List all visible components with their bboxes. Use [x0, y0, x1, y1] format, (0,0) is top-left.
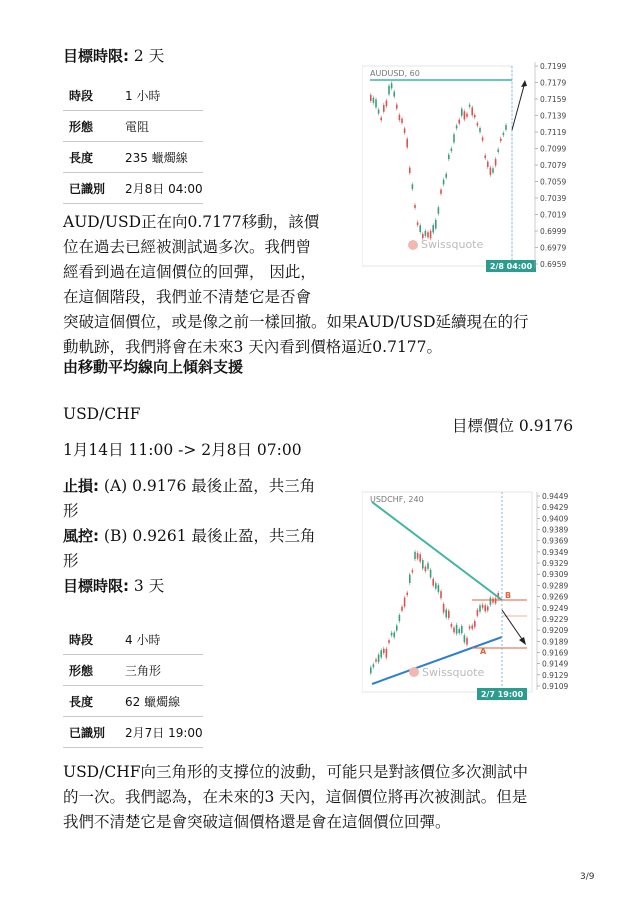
- row-key: 已識別: [63, 173, 119, 204]
- table-row: [63, 142, 203, 173]
- chart1-axis: [535, 62, 566, 269]
- axis-tick-label: 0.7079: [540, 161, 567, 170]
- candle-body: [380, 650, 382, 657]
- candle-body: [383, 649, 385, 653]
- timeframe-label: 目標時限:: [63, 577, 129, 595]
- row-key: 已識別: [63, 717, 119, 748]
- candle-body: [373, 98, 375, 103]
- candle-body: [495, 159, 497, 165]
- axis-tick-label: 0.9269: [542, 592, 569, 602]
- axis-tick-label: 0.9369: [542, 536, 569, 546]
- row-value: 4 小時: [119, 624, 203, 655]
- chart2-axis: [537, 492, 568, 691]
- candle-body: [474, 621, 476, 627]
- audusd-chart-svg: [362, 58, 572, 273]
- para-line: 動軌跡，我們將會在未來3 天內看到價格逼近0.7177。: [63, 338, 443, 356]
- candle-body: [406, 593, 408, 595]
- candle-body: [445, 610, 447, 618]
- usdchf-chart-svg: [362, 488, 572, 703]
- candle-body: [404, 598, 406, 607]
- row-value: 2月8日 04:00: [119, 173, 203, 204]
- row-value: 電阻: [119, 111, 203, 142]
- axis-tick-label: 0.7199: [540, 62, 567, 71]
- candle-body: [464, 635, 466, 642]
- candle-body: [422, 560, 424, 568]
- stop-block: [63, 474, 333, 599]
- label-a: A: [480, 647, 487, 656]
- candle-body: [440, 190, 442, 194]
- candle-body: [414, 205, 416, 208]
- axis-tick-label: 0.6999: [540, 227, 567, 236]
- candle-body: [396, 626, 398, 631]
- axis-tick-label: 0.7179: [540, 78, 567, 88]
- candle-body: [487, 606, 489, 610]
- candle-body: [453, 134, 455, 142]
- row-key: 形態: [63, 655, 119, 686]
- axis-tick-label: 0.9309: [542, 570, 569, 580]
- label-b: B: [505, 591, 512, 600]
- candle-body: [393, 632, 395, 637]
- axis-tick-label: 0.9109: [542, 682, 569, 691]
- row-value: 62 蠟燭線: [119, 686, 203, 717]
- timeframe-label: 目標時限:: [63, 47, 129, 65]
- candle-body: [492, 599, 494, 603]
- candle-body: [448, 611, 450, 618]
- candle-body: [417, 553, 419, 559]
- para-line: 突破這個價位，或是像之前一樣回撤。如果AUD/USD延續現在的行: [63, 313, 529, 331]
- table-row: [63, 717, 203, 748]
- page-number: 3/9: [580, 872, 595, 882]
- candle-body: [409, 168, 411, 173]
- para-line: 經看到過在這個價位的回彈， 因此，: [63, 263, 316, 281]
- candle-body: [419, 225, 421, 232]
- candle-body: [440, 591, 442, 598]
- chart2-title: USDCHF, 240: [370, 495, 424, 504]
- axis-tick-label: 0.9149: [542, 659, 569, 669]
- axis-tick-label: 0.9389: [542, 525, 569, 535]
- candle-body: [388, 86, 390, 95]
- stop-value: (A) 0.9176 最後止盈，共三角: [99, 477, 316, 495]
- candle-body: [458, 629, 460, 633]
- axis-tick-label: 0.7059: [540, 177, 567, 187]
- candle-body: [435, 220, 437, 228]
- candle-body: [474, 115, 476, 117]
- candle-body: [435, 583, 437, 588]
- swissquote-logo-icon: [408, 240, 418, 250]
- candle-body: [378, 655, 380, 663]
- candle-body: [419, 554, 421, 561]
- candle-body: [391, 633, 393, 636]
- candle-body: [482, 137, 484, 140]
- candle-body: [388, 640, 390, 643]
- candle-body: [386, 101, 388, 106]
- risk-value: (B) 0.9261 最後止盈，共三角: [99, 527, 316, 545]
- axis-tick-label: 0.9449: [542, 492, 569, 501]
- candle-body: [386, 649, 388, 658]
- candle-body: [479, 605, 481, 611]
- candle-body: [453, 627, 455, 632]
- candle-body: [471, 107, 473, 115]
- stop-value-cont: 形: [63, 502, 79, 520]
- target-price: 目標價位 0.9176: [452, 417, 574, 435]
- candle-body: [451, 148, 453, 151]
- table-row: [63, 111, 203, 142]
- table-row: [63, 655, 203, 686]
- swissquote-logo-icon: [409, 667, 419, 677]
- candle-body: [505, 125, 507, 130]
- audusd-chart: [362, 58, 572, 273]
- candle-body: [477, 123, 479, 125]
- candle-body: [406, 139, 408, 147]
- candle-body: [417, 222, 419, 225]
- candle-body: [399, 615, 401, 621]
- timeframe-value: 3 天: [129, 577, 165, 595]
- axis-tick-label: 0.9409: [542, 514, 569, 524]
- candle-body: [399, 115, 401, 120]
- candle-body: [438, 585, 440, 592]
- candle-body: [412, 570, 414, 572]
- axis-tick-label: 0.9169: [542, 648, 569, 658]
- axis-tick-label: 0.6959: [540, 260, 567, 269]
- risk-value-cont: 形: [63, 552, 79, 570]
- axis-tick-label: 0.9249: [542, 603, 569, 613]
- timeframe-value: 2 天: [129, 47, 165, 65]
- watermark: Swissquote: [422, 666, 485, 679]
- row-value: 1 小時: [119, 80, 203, 111]
- row-key: 形態: [63, 111, 119, 142]
- candle-body: [466, 114, 468, 117]
- candle-body: [409, 575, 411, 583]
- candle-body: [373, 664, 375, 667]
- axis-tick-label: 0.9329: [542, 559, 569, 569]
- candle-body: [370, 667, 372, 673]
- axis-tick-label: 0.9129: [542, 670, 569, 680]
- axis-tick-label: 0.6979: [540, 243, 567, 253]
- candle-body: [375, 659, 377, 661]
- candle-body: [401, 119, 403, 123]
- axis-tick-label: 0.9289: [542, 581, 569, 591]
- date-badge-text: 2/8 04:00: [489, 262, 533, 271]
- axis-tick-label: 0.7039: [540, 194, 567, 203]
- para-line: 在這個階段，我們並不清楚它是否會: [63, 288, 312, 306]
- table-row: [63, 173, 203, 204]
- row-key: 長度: [63, 686, 119, 717]
- axis-tick-label: 0.9229: [542, 614, 569, 624]
- date-range: 1月14日 11:00 -> 2月8日 07:00: [63, 441, 302, 459]
- row-value: 三角形: [119, 655, 203, 686]
- para-line: 的一次。我們認為，在未來的3 天內，這個價位將再次被測試。但是: [63, 788, 528, 806]
- candle-body: [495, 598, 497, 603]
- candle-body: [443, 604, 445, 613]
- row-key: 長度: [63, 142, 119, 173]
- row-key: 時段: [63, 624, 119, 655]
- candle-body: [466, 638, 468, 645]
- date-badge-text: 2/7 19:00: [480, 690, 524, 699]
- candle-body: [383, 105, 385, 112]
- candle-body: [461, 626, 463, 633]
- pair-label: USD/CHF: [63, 405, 141, 423]
- candle-body: [401, 607, 403, 611]
- candle-body: [469, 626, 471, 628]
- axis-tick-label: 0.9349: [542, 547, 569, 557]
- info-table-2: [63, 624, 203, 748]
- candle-body: [380, 118, 382, 121]
- axis-tick-label: 0.7019: [540, 210, 567, 220]
- candle-body: [443, 180, 445, 185]
- axis-tick-label: 0.9209: [542, 626, 569, 636]
- candle-body: [427, 563, 429, 569]
- candle-body: [448, 155, 450, 160]
- candle-body: [497, 149, 499, 152]
- candle-body: [378, 110, 380, 114]
- candle-body: [432, 579, 434, 586]
- candle-body: [391, 83, 393, 88]
- candle-body: [393, 92, 395, 97]
- candle-body: [500, 139, 502, 141]
- para-line: AUD/USD正在向0.7177移動，該價: [63, 213, 320, 231]
- candle-body: [469, 105, 471, 107]
- arrow-head-icon: [521, 80, 527, 87]
- candle-body: [425, 231, 427, 236]
- candle-body: [414, 552, 416, 559]
- candle-body: [484, 155, 486, 158]
- candle-body: [492, 168, 494, 172]
- axis-tick-label: 0.7139: [540, 111, 567, 121]
- risk-label: 風控:: [63, 527, 99, 545]
- para-line: 我們不清楚它是會突破這個價格還是會在這個價位回彈。: [63, 813, 451, 831]
- candle-body: [432, 225, 434, 232]
- candle-body: [458, 120, 460, 124]
- table-row: [63, 80, 203, 111]
- axis-tick-label: 0.7159: [540, 95, 567, 104]
- candle-body: [375, 99, 377, 107]
- candle-body: [427, 232, 429, 237]
- candle-body: [456, 125, 458, 128]
- paragraph-2: [63, 760, 583, 835]
- chart1-title: AUDUSD, 60: [370, 69, 420, 78]
- axis-tick-label: 0.7119: [540, 128, 567, 137]
- info-table-1: [63, 80, 203, 204]
- candle-body: [490, 168, 492, 175]
- candle-body: [479, 128, 481, 132]
- candle-body: [430, 570, 432, 578]
- candle-body: [451, 624, 453, 627]
- table-row: [63, 686, 203, 717]
- candle-body: [464, 111, 466, 119]
- candle-body: [370, 95, 372, 101]
- candle-body: [490, 598, 492, 605]
- para-line: 位在過去已經被測試過多次。我們曾: [63, 238, 312, 256]
- section-heading: 由移動平均線向上傾斜支援: [63, 358, 244, 376]
- row-value: 2月7日 19:00: [119, 717, 203, 748]
- candle-body: [487, 162, 489, 167]
- candle-body: [438, 207, 440, 213]
- candle-body: [456, 625, 458, 634]
- row-value: 235 蠟燭線: [119, 142, 203, 173]
- candle-body: [484, 605, 486, 611]
- candle-body: [396, 105, 398, 109]
- axis-tick-label: 0.9429: [542, 503, 569, 513]
- candle-body: [412, 184, 414, 189]
- axis-tick-label: 0.9189: [542, 637, 569, 647]
- candle-body: [482, 605, 484, 608]
- axis-tick-label: 0.7099: [540, 144, 567, 154]
- candle-body: [503, 133, 505, 135]
- candle-body: [477, 610, 479, 616]
- timeframe-line-1: [63, 44, 164, 69]
- stop-label: 止損:: [63, 477, 99, 495]
- watermark: Swissquote: [421, 238, 484, 251]
- projection-arrow: [512, 82, 525, 130]
- candle-body: [471, 625, 473, 628]
- usdchf-chart: [362, 488, 572, 703]
- candle-body: [425, 567, 427, 571]
- candle-body: [461, 109, 463, 116]
- candle-body: [404, 128, 406, 132]
- para-line: USD/CHF向三角形的支撐位的波動，可能只是對該價位多次測試中: [63, 763, 528, 781]
- candle-body: [445, 174, 447, 178]
- table-row: [63, 624, 203, 655]
- row-key: 時段: [63, 80, 119, 111]
